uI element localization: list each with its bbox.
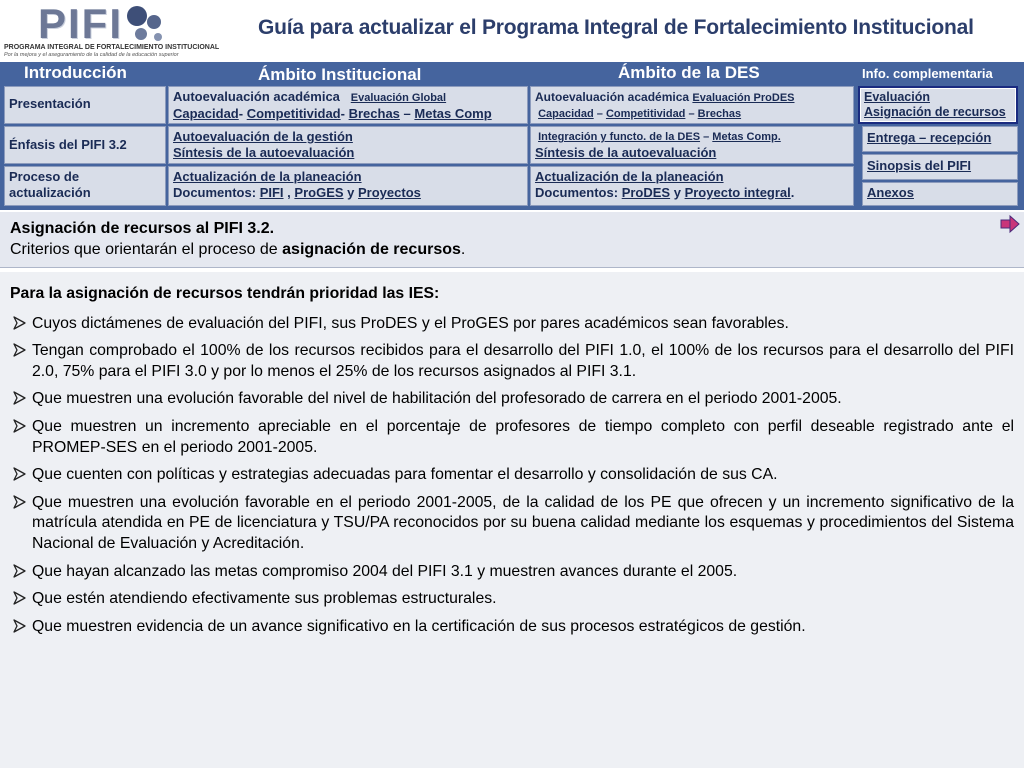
link-evaluacion[interactable]: Evaluación [864,90,930,104]
criteria-text: Que estén atendiendo efectivamente sus problemas estructurales. [32,590,497,608]
sep: – [403,106,411,121]
logo-line-1: PROGRAMA INTEGRAL DE FORTALECIMIENTO INSTITUCIONAL [4,44,220,51]
criteria-text: Que muestren un incremento apreciable en el porcentaje de profesores de tiempo completo con perfil deseable registrado ante el PROMEP-SES en el periodo 2001-2005. [32,417,1014,456]
criteria-text: Que hayan alcanzado las metas compromiso 2004 del PIFI 3.1 y muestren avances durante el 2005. [32,562,738,580]
nav-des-integracion [530,126,854,164]
link-des-actualizacion-planeacion[interactable]: Actualización de la planeación [535,169,724,184]
sep: , [287,185,291,200]
link-doc-proges[interactable]: ProGES [294,185,344,200]
nav-info-sinopsis[interactable] [862,154,1018,180]
criteria-item [10,493,1014,555]
arrow-bullet-icon [12,341,28,359]
criteria-text: Cuyos dictámenes de evaluación del PIFI, sus ProDES y el ProGES por pares académicos sean favorables. [32,314,789,332]
tab-ambito-des[interactable]: Ámbito de la DES [618,63,760,82]
criteria-text: Que muestren una evolución favorable en el periodo 2001-2005, de la calidad de los PE que ofrecen y un incremento significativo de la matrícula atendida en PE de licenciatura y TSU/PA reconocidos por su buena calidad mediante los esquemas y procedimientos del Sistema Nacional de Evaluación y Acreditación. [32,493,1014,552]
arrow-bullet-icon [12,389,28,407]
section-subtitle [0,212,1024,268]
tab-introduccion[interactable]: Introducción [24,63,127,82]
link-des-sintesis[interactable]: Síntesis de la autoevaluación [535,145,717,160]
tab-info-complementaria[interactable]: Info. complementaria [862,66,993,81]
criteria-list [10,314,1014,638]
logo-word: PIFI [38,0,124,47]
criteria-item [10,465,1014,486]
criteria-text: Que cuenten con políticas y estrategias adecuadas para fomentar el desarrollo y consolidación de sus CA. [32,466,778,484]
nav-des-autoevaluacion [530,86,854,124]
sep: – [688,108,695,120]
link-des-competitividad[interactable]: Competitividad [605,108,686,120]
criteria-item [10,341,1014,382]
subtitle-bold: asignación de recursos [282,241,461,258]
link-des-brechas[interactable]: Brechas [697,108,742,120]
next-arrow-icon[interactable] [1000,214,1020,234]
link-inst-actualizacion-planeacion[interactable]: Actualización de la planeación [173,169,362,184]
des-autoeval-label: Autoevaluación académica [535,90,690,104]
criteria-item [10,389,1014,410]
arrow-bullet-icon [12,617,28,635]
link-inst-competitividad[interactable]: Competitividad [246,106,341,121]
nav-inst-gestion [168,126,528,164]
nav-presentacion-label: Presentación [9,96,91,111]
criteria-item [10,417,1014,458]
sep: . [790,185,795,200]
nav-inst-autoevaluacion [168,86,528,124]
nav-proceso-actualizacion[interactable] [4,166,166,206]
criteria-item [10,562,1014,583]
nav-grid [0,84,1024,210]
arrow-bullet-icon [12,314,28,332]
link-evaluacion-prodes[interactable]: Evaluación ProDES [692,92,795,104]
criteria-text: Que muestren evidencia de un avance significativo en la certificación de sus procesos estratégicos de gestión. [32,617,806,635]
link-inst-sintesis[interactable]: Síntesis de la autoevaluación [173,145,355,160]
logo-dots-icon [122,4,166,44]
nav-des-planeacion [530,166,854,206]
logo-line-2: Por la mejora y el aseguramiento de la calidad de la educación superior [4,52,179,58]
subtitle-dot: . [460,241,466,258]
nav-inst-planeacion [168,166,528,206]
nav-info-entrega[interactable] [862,126,1018,152]
arrow-bullet-icon [12,589,28,607]
pifi-logo [4,0,220,60]
link-sinopsis[interactable]: Sinopsis del PIFI [867,158,972,173]
arrow-bullet-icon [12,465,28,483]
criteria-item [10,314,1014,335]
arrow-bullet-icon [12,493,28,511]
page-title: Guía para actualizar el Programa Integral de Fortalecimiento Institucional [258,16,974,39]
sep: - [340,106,345,121]
link-asignacion-recursos[interactable]: Asignación de recursos [864,105,1006,119]
des-documentos-label: Documentos: [535,185,619,200]
tab-ambito-institucional[interactable]: Ámbito Institucional [258,65,422,84]
link-inst-metas[interactable]: Metas Comp [414,106,492,121]
nav-proceso-label: Proceso de actualización [9,169,91,200]
link-autoevaluacion-gestion[interactable]: Autoevaluación de la gestión [173,129,353,144]
criteria-item [10,589,1014,610]
sep: y [347,185,355,200]
subtitle-line-1: Asignación de recursos al PIFI 3.2. [10,220,275,237]
sep: – [596,108,603,120]
link-integracion-des[interactable]: Integración y functo. de la DES [538,131,701,143]
subtitle-line-2 [10,239,1014,260]
subtitle-text: Criterios que orientarán el proceso de [10,241,283,258]
arrow-bullet-icon [12,417,28,435]
link-doc-proyectos[interactable]: Proyectos [358,185,421,200]
sep: – [703,131,710,143]
sep: - [238,106,244,121]
main-content [0,272,1024,768]
inst-documentos-label: Documentos: [173,185,257,200]
link-entrega-recepcion[interactable]: Entrega – recepción [867,130,992,145]
nav-tabs [0,62,1024,84]
header [0,0,1024,62]
criteria-text: Que muestren una evolución favorable del nivel de habilitación del profesorado de carrera en el periodo 2001-2005. [32,390,842,408]
link-doc-pifi[interactable]: PIFI [259,185,284,200]
criteria-text: Tengan comprobado el 100% de los recursos recibidos para el desarrollo del PIFI 1.0, el 100% de los recursos para el desarrollo del PIFI 2.0, 75% para el PIFI 3.0 y por lo menos el 25% de los recursos asignados al PIFI 3.1. [32,342,1014,380]
link-anexos[interactable]: Anexos [867,185,914,200]
inst-autoeval-label: Autoevaluación académica [173,89,340,104]
link-inst-capacidad[interactable]: Capacidad [173,106,239,121]
nav-info-anexos[interactable] [862,182,1018,206]
nav-info-evaluacion-asignacion [858,86,1018,124]
link-evaluacion-global[interactable]: Evaluación Global [350,92,447,104]
nav-presentacion[interactable] [4,86,166,124]
link-inst-brechas[interactable]: Brechas [348,106,400,121]
link-des-capacidad[interactable]: Capacidad [538,108,594,120]
link-doc-prodes[interactable]: ProDES [621,185,671,200]
link-doc-proyecto-integral[interactable]: Proyecto integral [684,185,791,200]
sep: y [673,185,681,200]
nav-enfasis-label: Énfasis del PIFI 3.2 [9,137,127,152]
arrow-bullet-icon [12,562,28,580]
criteria-item [10,617,1014,638]
content-lead: Para la asignación de recursos tendrán prioridad las IES: [10,285,440,302]
link-des-metas[interactable]: Metas Comp. [712,131,781,143]
nav-enfasis[interactable] [4,126,166,164]
